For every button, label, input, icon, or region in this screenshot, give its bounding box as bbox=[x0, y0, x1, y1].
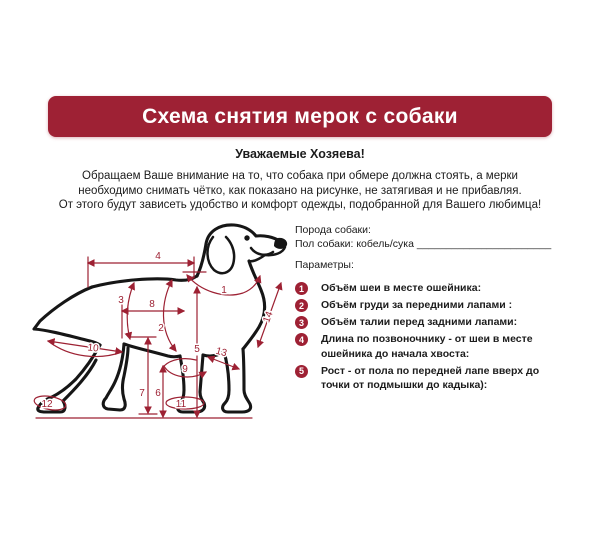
sex-label: Пол собаки: кобель/сука bbox=[295, 238, 414, 250]
param-number-badge: 3 bbox=[295, 316, 308, 329]
notice-line: От этого будут зависеть удобство и комфорт одежды, подобранной для Вашего любимца! bbox=[58, 199, 542, 211]
param-text: Длина по позвоночнику - от шеи в месте ошейника до начала хвоста: bbox=[321, 333, 533, 360]
param-number-badge: 4 bbox=[295, 333, 308, 346]
param-item bbox=[295, 281, 573, 296]
parameters-list bbox=[295, 281, 573, 393]
param-number-badge: 2 bbox=[295, 299, 308, 312]
measure-label-14: 14 bbox=[261, 310, 276, 325]
page-title: Схема снятия мерок с собаки bbox=[142, 104, 458, 128]
measure-label-3: 3 bbox=[118, 295, 124, 306]
param-text: Объём талии перед задними лапами: bbox=[321, 316, 518, 328]
greeting-text: Уважаемые Хозяева! bbox=[235, 147, 365, 161]
param-number-badge: 5 bbox=[295, 365, 308, 378]
notice-line: Обращаем Ваше внимание на то, что собака при обмере должна стоять, а мерки bbox=[82, 170, 518, 182]
param-number-badge: 1 bbox=[295, 282, 308, 295]
measure-label-1: 1 bbox=[221, 285, 227, 296]
measure-label-5: 5 bbox=[194, 344, 200, 355]
measure-label-12: 12 bbox=[41, 399, 53, 410]
notice-text bbox=[28, 169, 572, 213]
param-item bbox=[295, 315, 573, 330]
param-item bbox=[295, 364, 573, 393]
parameters-label: Параметры: bbox=[295, 259, 354, 271]
measure-label-8: 8 bbox=[149, 299, 155, 310]
measure-label-11: 11 bbox=[175, 399, 187, 410]
measure-label-10: 10 bbox=[86, 342, 100, 355]
measure-label-2: 2 bbox=[158, 323, 164, 334]
measure-label-9: 9 bbox=[182, 364, 188, 375]
title-banner bbox=[48, 96, 552, 137]
param-item bbox=[295, 332, 573, 361]
sex-line bbox=[295, 237, 573, 251]
measure-label-13: 13 bbox=[214, 345, 229, 360]
measure-label-7: 7 bbox=[139, 388, 145, 399]
measure-label-6: 6 bbox=[155, 388, 161, 399]
breed-label: Порода собаки: bbox=[295, 224, 371, 236]
param-text: Объём шеи в месте ошейника: bbox=[321, 282, 482, 294]
dog-measurement-diagram bbox=[18, 216, 296, 440]
sex-blank-line: _______________________ bbox=[416, 238, 552, 250]
measurement-form bbox=[295, 223, 573, 395]
param-text: Объём груди за передними лапами : bbox=[321, 299, 513, 311]
measure-label-4: 4 bbox=[155, 251, 161, 262]
notice-line: необходимо снимать чётко, как показано на рисунке, не затягивая и не прибавляя. bbox=[78, 184, 522, 197]
param-text: Рост - от пола по передней лапе вверх до точки от подмышки до кадыка): bbox=[321, 364, 540, 391]
param-item bbox=[295, 298, 573, 313]
